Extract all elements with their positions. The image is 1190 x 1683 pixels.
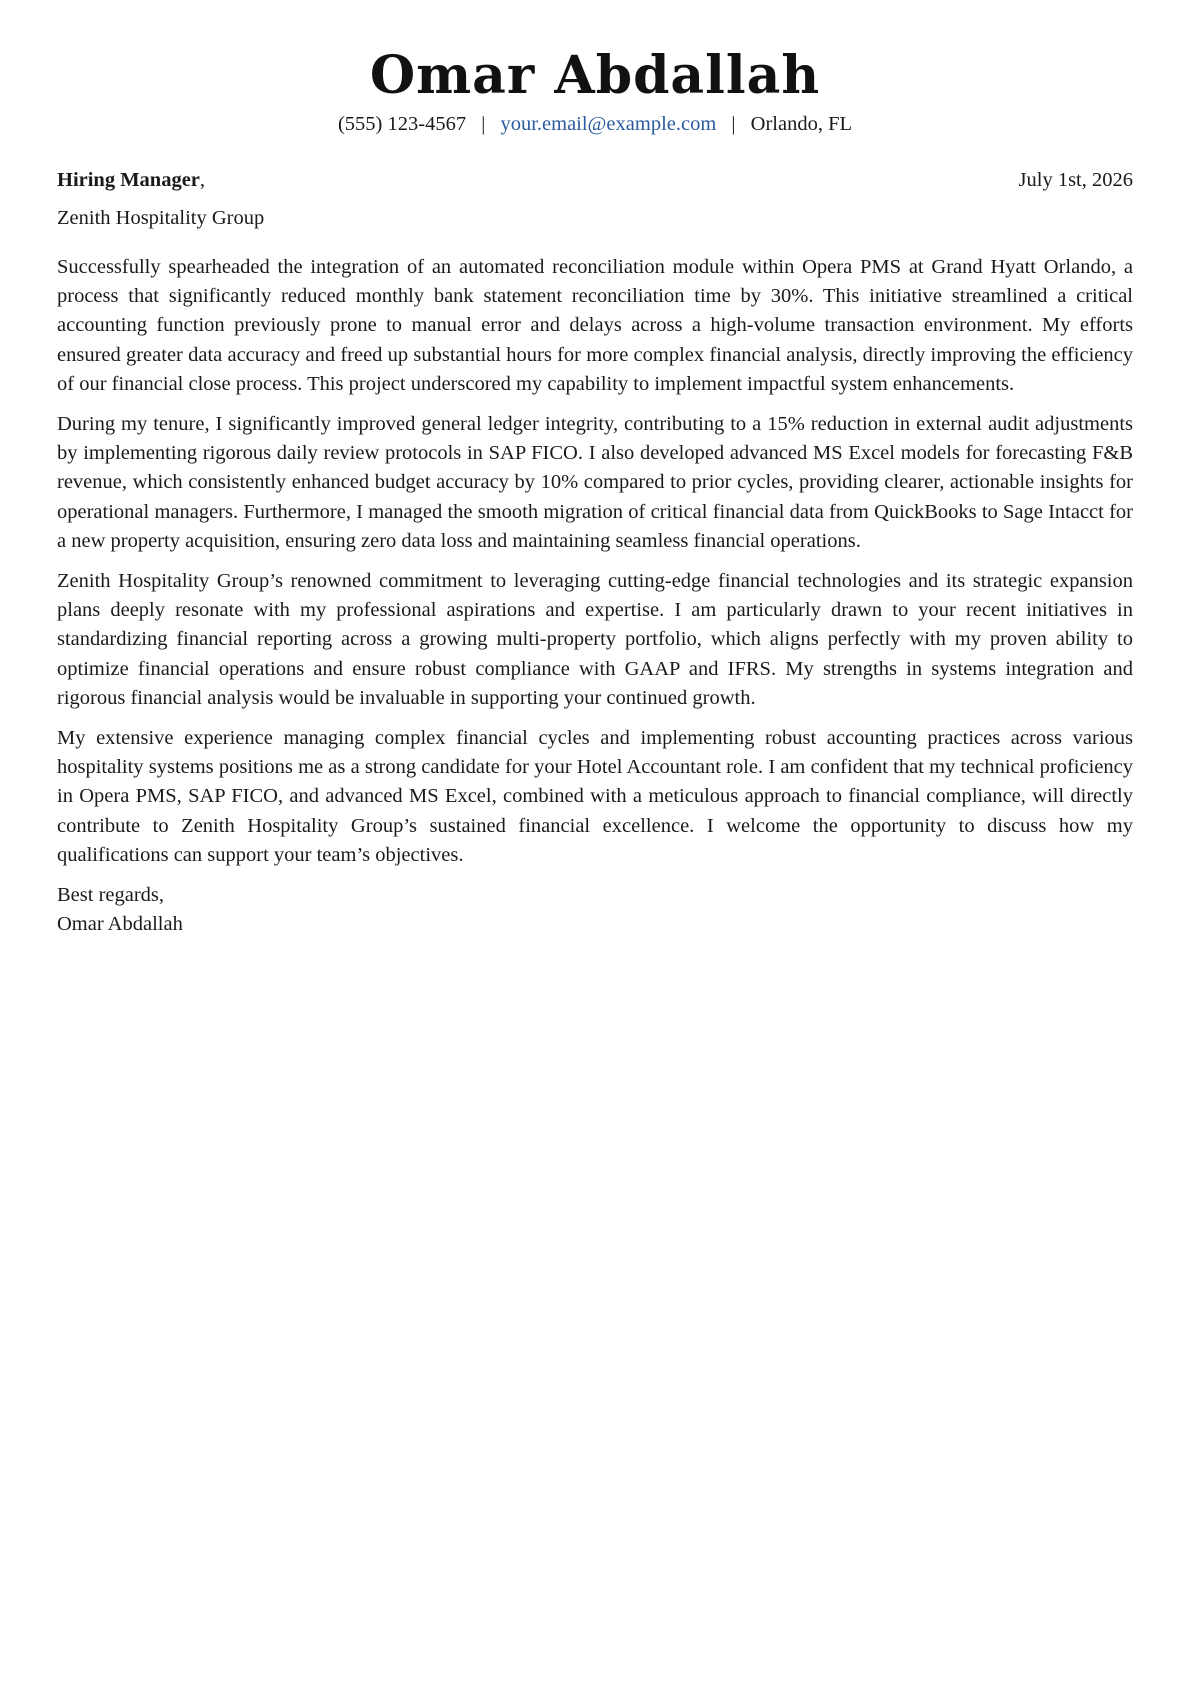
letter-header [57, 0, 1133, 138]
letter-date: July 1st, 2026 [1018, 169, 1133, 191]
recipient [57, 166, 205, 195]
letter-body [57, 253, 1133, 870]
paragraph: Zenith Hospitality Group’s renowned commitment to leveraging cutting-edge financial technologies and its strategic expansion plans deeply resonate with my professional aspirations and expertise. I am particularly drawn to your recent initiatives in standardizing financial reporting across a growing multi-property portfolio, which aligns perfectly with my proven ability to optimize financial operations and ensure robust compliance with GAAP and IFRS. My strengths in systems integration and rigorous financial analysis would be invaluable in supporting your continued growth. [57, 570, 1133, 709]
separator: | [481, 113, 486, 135]
phone-number: (555) 123-4567 [337, 113, 467, 135]
recipient-name: Hiring Manager [57, 169, 200, 191]
company-name: Zenith Hospitality Group [57, 207, 265, 229]
address-row [57, 166, 1133, 195]
contact-line [57, 110, 1133, 138]
paragraph: During my tenure, I significantly improved general ledger integrity, contributing to a 15% reduction in external audit adjustments by implementing rigorous daily review protocols in SAP FICO. I also developed advanced MS Excel models for forecasting F&B revenue, which consistently enhanced budget accuracy by 10% compared to prior cycles, providing clearer, actionable insights for operational managers. Furthermore, I managed the smooth migration of critical financial data from QuickBooks to Sage Intacct for a new property acquisition, ensuring zero data loss and maintaining seamless financial operations. [57, 413, 1133, 552]
separator: | [731, 113, 736, 135]
email-link[interactable]: your.email@example.com [500, 113, 717, 135]
closing-phrase: Best regards, [57, 884, 165, 907]
signature-name: Omar Abdallah [57, 913, 183, 936]
location: Orlando, FL [750, 113, 853, 135]
paragraph: My extensive experience managing complex financial cycles and implementing robust accounting practices across various hospitality systems positions me as a strong candidate for your Hotel Accountant role. I am confident that my technical proficiency in Opera PMS, SAP FICO, and advanced MS Excel, combined with a meticulous approach to financial compliance, will directly contribute to Zenith Hospitality Group’s sustained financial excellence. I welcome the opportunity to discuss how my qualifications can support your team’s objectives. [57, 727, 1133, 866]
sender-name: Omar Abdallah [369, 45, 821, 106]
paragraph: Successfully spearheaded the integration of an automated reconciliation module within Opera PMS at Grand Hyatt Orlando, a process that significantly reduced monthly bank statement reconciliation time by 30%. This initiative streamlined a critical accounting function previously prone to manual error and delays across a high-volume transaction environment. My efforts ensured greater data accuracy and freed up substantial hours for more complex financial analysis, directly improving the efficiency of our financial close process. This project underscored my capability to implement impactful system enhancements. [57, 256, 1133, 395]
closing-block [57, 881, 1133, 939]
recipient-suffix: , [199, 169, 206, 191]
cover-letter [57, 0, 1133, 939]
